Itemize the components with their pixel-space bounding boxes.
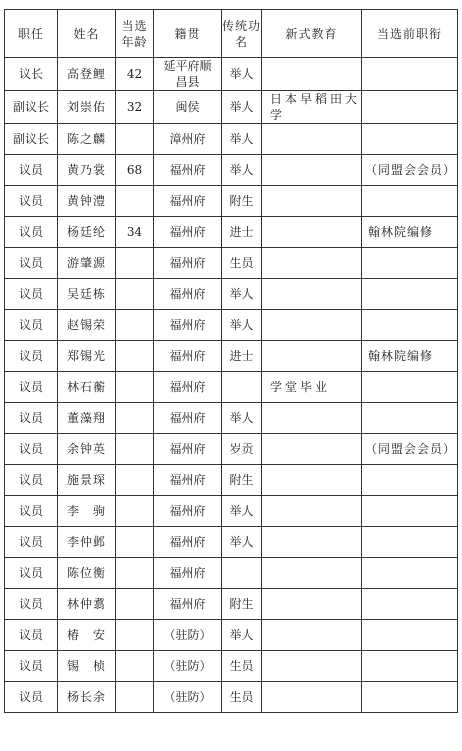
modern-education-cell <box>262 558 362 589</box>
previous-title-cell <box>362 403 458 434</box>
previous-title-cell <box>362 589 458 620</box>
traditional-degree-cell: 附生 <box>222 186 262 217</box>
traditional-degree-cell: 举人 <box>222 403 262 434</box>
name-cell: 游肇源 <box>58 248 116 279</box>
traditional-degree-cell: 进士 <box>222 341 262 372</box>
traditional-degree-cell: 举人 <box>222 279 262 310</box>
native-place-cell: 福州府 <box>154 434 222 465</box>
previous-title-cell <box>362 682 458 713</box>
age-cell <box>116 341 154 372</box>
traditional-degree-cell: 举人 <box>222 496 262 527</box>
native-place-cell: 福州府 <box>154 465 222 496</box>
modern-education-cell <box>262 682 362 713</box>
age-cell <box>116 279 154 310</box>
modern-education-cell <box>262 217 362 248</box>
age-cell <box>116 248 154 279</box>
age-cell: 42 <box>116 58 154 91</box>
native-place-cell: 漳州府 <box>154 124 222 155</box>
table-row <box>5 682 458 713</box>
traditional-degree-cell: 附生 <box>222 589 262 620</box>
age-cell <box>116 186 154 217</box>
table-row <box>5 248 458 279</box>
traditional-degree-cell: 举人 <box>222 310 262 341</box>
modern-education-cell <box>262 155 362 186</box>
age-cell <box>116 465 154 496</box>
traditional-degree-cell <box>222 558 262 589</box>
position-cell: 议员 <box>5 496 58 527</box>
table-body <box>5 58 458 713</box>
position-cell: 议员 <box>5 186 58 217</box>
age-cell <box>116 620 154 651</box>
position-cell: 议员 <box>5 217 58 248</box>
age-cell <box>116 124 154 155</box>
name-cell: 董藻翔 <box>58 403 116 434</box>
table-row <box>5 589 458 620</box>
age-cell <box>116 496 154 527</box>
native-place-cell: 福州府 <box>154 372 222 403</box>
native-place-cell: 福州府 <box>154 403 222 434</box>
name-cell: 陈之麟 <box>58 124 116 155</box>
name-cell: 陈位衡 <box>58 558 116 589</box>
header-traditional-degree: 传统功名 <box>222 10 262 58</box>
modern-education-cell <box>262 589 362 620</box>
native-place-cell: 福州府 <box>154 279 222 310</box>
header-name: 姓名 <box>58 10 116 58</box>
name-cell: 李仲邺 <box>58 527 116 558</box>
native-place-cell: 延平府顺昌县 <box>154 58 222 91</box>
previous-title-cell <box>362 558 458 589</box>
table-row <box>5 527 458 558</box>
position-cell: 议员 <box>5 682 58 713</box>
native-place-cell: 福州府 <box>154 217 222 248</box>
age-cell <box>116 310 154 341</box>
previous-title-cell <box>362 527 458 558</box>
previous-title-cell: 翰林院编修 <box>362 217 458 248</box>
table-row <box>5 465 458 496</box>
traditional-degree-cell: 举人 <box>222 91 262 124</box>
traditional-degree-cell: 岁贡 <box>222 434 262 465</box>
position-cell: 议员 <box>5 279 58 310</box>
modern-education-cell <box>262 527 362 558</box>
header-native-place: 籍贯 <box>154 10 222 58</box>
native-place-cell: 福州府 <box>154 310 222 341</box>
table-row <box>5 403 458 434</box>
age-cell <box>116 558 154 589</box>
native-place-cell: 福州府 <box>154 248 222 279</box>
age-cell: 34 <box>116 217 154 248</box>
traditional-degree-cell: 生员 <box>222 651 262 682</box>
modern-education-cell <box>262 279 362 310</box>
table-row <box>5 558 458 589</box>
previous-title-cell: （同盟会会员） <box>362 434 458 465</box>
position-cell: 议员 <box>5 465 58 496</box>
previous-title-cell <box>362 310 458 341</box>
position-cell: 议员 <box>5 651 58 682</box>
name-cell: 林石蘅 <box>58 372 116 403</box>
traditional-degree-cell: 举人 <box>222 620 262 651</box>
modern-education-cell: 日本早稻田大学 <box>262 91 362 124</box>
name-cell: 赵锡荣 <box>58 310 116 341</box>
traditional-degree-cell: 生员 <box>222 248 262 279</box>
native-place-cell: 福州府 <box>154 155 222 186</box>
position-cell: 议员 <box>5 341 58 372</box>
age-cell <box>116 434 154 465</box>
table-row <box>5 58 458 91</box>
header-modern-education: 新式教育 <box>262 10 362 58</box>
name-cell: 锡 桢 <box>58 651 116 682</box>
age-cell <box>116 372 154 403</box>
previous-title-cell <box>362 279 458 310</box>
age-cell <box>116 651 154 682</box>
table-row <box>5 341 458 372</box>
position-cell: 议员 <box>5 248 58 279</box>
position-cell: 副议长 <box>5 91 58 124</box>
position-cell: 议员 <box>5 372 58 403</box>
name-cell: 杨廷纶 <box>58 217 116 248</box>
traditional-degree-cell <box>222 372 262 403</box>
traditional-degree-cell: 附生 <box>222 465 262 496</box>
modern-education-cell <box>262 124 362 155</box>
name-cell: 黄乃裳 <box>58 155 116 186</box>
age-cell <box>116 682 154 713</box>
name-cell: 黄钟澧 <box>58 186 116 217</box>
position-cell: 议员 <box>5 620 58 651</box>
table-row <box>5 279 458 310</box>
previous-title-cell: 翰林院编修 <box>362 341 458 372</box>
traditional-degree-cell: 举人 <box>222 58 262 91</box>
native-place-cell: 福州府 <box>154 496 222 527</box>
table-row <box>5 217 458 248</box>
traditional-degree-cell: 举人 <box>222 124 262 155</box>
age-cell: 32 <box>116 91 154 124</box>
native-place-cell: （驻防） <box>154 651 222 682</box>
modern-education-cell <box>262 496 362 527</box>
position-cell: 议员 <box>5 403 58 434</box>
header-row <box>5 10 458 58</box>
modern-education-cell <box>262 58 362 91</box>
traditional-degree-cell: 进士 <box>222 217 262 248</box>
previous-title-cell <box>362 620 458 651</box>
position-cell: 议员 <box>5 527 58 558</box>
traditional-degree-cell: 举人 <box>222 155 262 186</box>
table-row <box>5 651 458 682</box>
position-cell: 副议长 <box>5 124 58 155</box>
position-cell: 议员 <box>5 310 58 341</box>
age-cell <box>116 527 154 558</box>
modern-education-cell <box>262 341 362 372</box>
table-row <box>5 155 458 186</box>
previous-title-cell <box>362 496 458 527</box>
native-place-cell: 福州府 <box>154 558 222 589</box>
table-row <box>5 620 458 651</box>
age-cell: 68 <box>116 155 154 186</box>
table-row <box>5 372 458 403</box>
name-cell: 杨长余 <box>58 682 116 713</box>
native-place-cell: 福州府 <box>154 589 222 620</box>
traditional-degree-cell: 生员 <box>222 682 262 713</box>
position-cell: 议员 <box>5 434 58 465</box>
table-row <box>5 124 458 155</box>
name-cell: 李 驹 <box>58 496 116 527</box>
modern-education-cell <box>262 403 362 434</box>
native-place-cell: 福州府 <box>154 527 222 558</box>
native-place-cell: （驻防） <box>154 620 222 651</box>
previous-title-cell <box>362 372 458 403</box>
modern-education-cell <box>262 651 362 682</box>
name-cell: 施景琛 <box>58 465 116 496</box>
header-previous-title: 当选前职衔 <box>362 10 458 58</box>
table-row <box>5 496 458 527</box>
council-members-table <box>4 9 458 713</box>
table-row <box>5 310 458 341</box>
previous-title-cell <box>362 248 458 279</box>
previous-title-cell <box>362 124 458 155</box>
age-cell <box>116 403 154 434</box>
position-cell: 议长 <box>5 58 58 91</box>
position-cell: 议员 <box>5 558 58 589</box>
modern-education-cell: 学堂毕业 <box>262 372 362 403</box>
native-place-cell: 福州府 <box>154 341 222 372</box>
header-position: 职任 <box>5 10 58 58</box>
name-cell: 郑锡光 <box>58 341 116 372</box>
age-cell <box>116 589 154 620</box>
name-cell: 余钟英 <box>58 434 116 465</box>
previous-title-cell <box>362 58 458 91</box>
position-cell: 议员 <box>5 155 58 186</box>
traditional-degree-cell: 举人 <box>222 527 262 558</box>
table-row <box>5 434 458 465</box>
previous-title-cell <box>362 186 458 217</box>
modern-education-cell <box>262 248 362 279</box>
previous-title-cell: （同盟会会员） <box>362 155 458 186</box>
name-cell: 高登鲤 <box>58 58 116 91</box>
table-row <box>5 91 458 124</box>
modern-education-cell <box>262 620 362 651</box>
native-place-cell: 闽侯 <box>154 91 222 124</box>
previous-title-cell <box>362 91 458 124</box>
name-cell: 吴廷栋 <box>58 279 116 310</box>
position-cell: 议员 <box>5 589 58 620</box>
modern-education-cell <box>262 434 362 465</box>
modern-education-cell <box>262 465 362 496</box>
table-row <box>5 186 458 217</box>
header-age: 当选年龄 <box>116 10 154 58</box>
previous-title-cell <box>362 465 458 496</box>
modern-education-cell <box>262 310 362 341</box>
native-place-cell: （驻防） <box>154 682 222 713</box>
modern-education-cell <box>262 186 362 217</box>
previous-title-cell <box>362 651 458 682</box>
name-cell: 刘崇佑 <box>58 91 116 124</box>
name-cell: 林仲翥 <box>58 589 116 620</box>
name-cell: 椿 安 <box>58 620 116 651</box>
native-place-cell: 福州府 <box>154 186 222 217</box>
